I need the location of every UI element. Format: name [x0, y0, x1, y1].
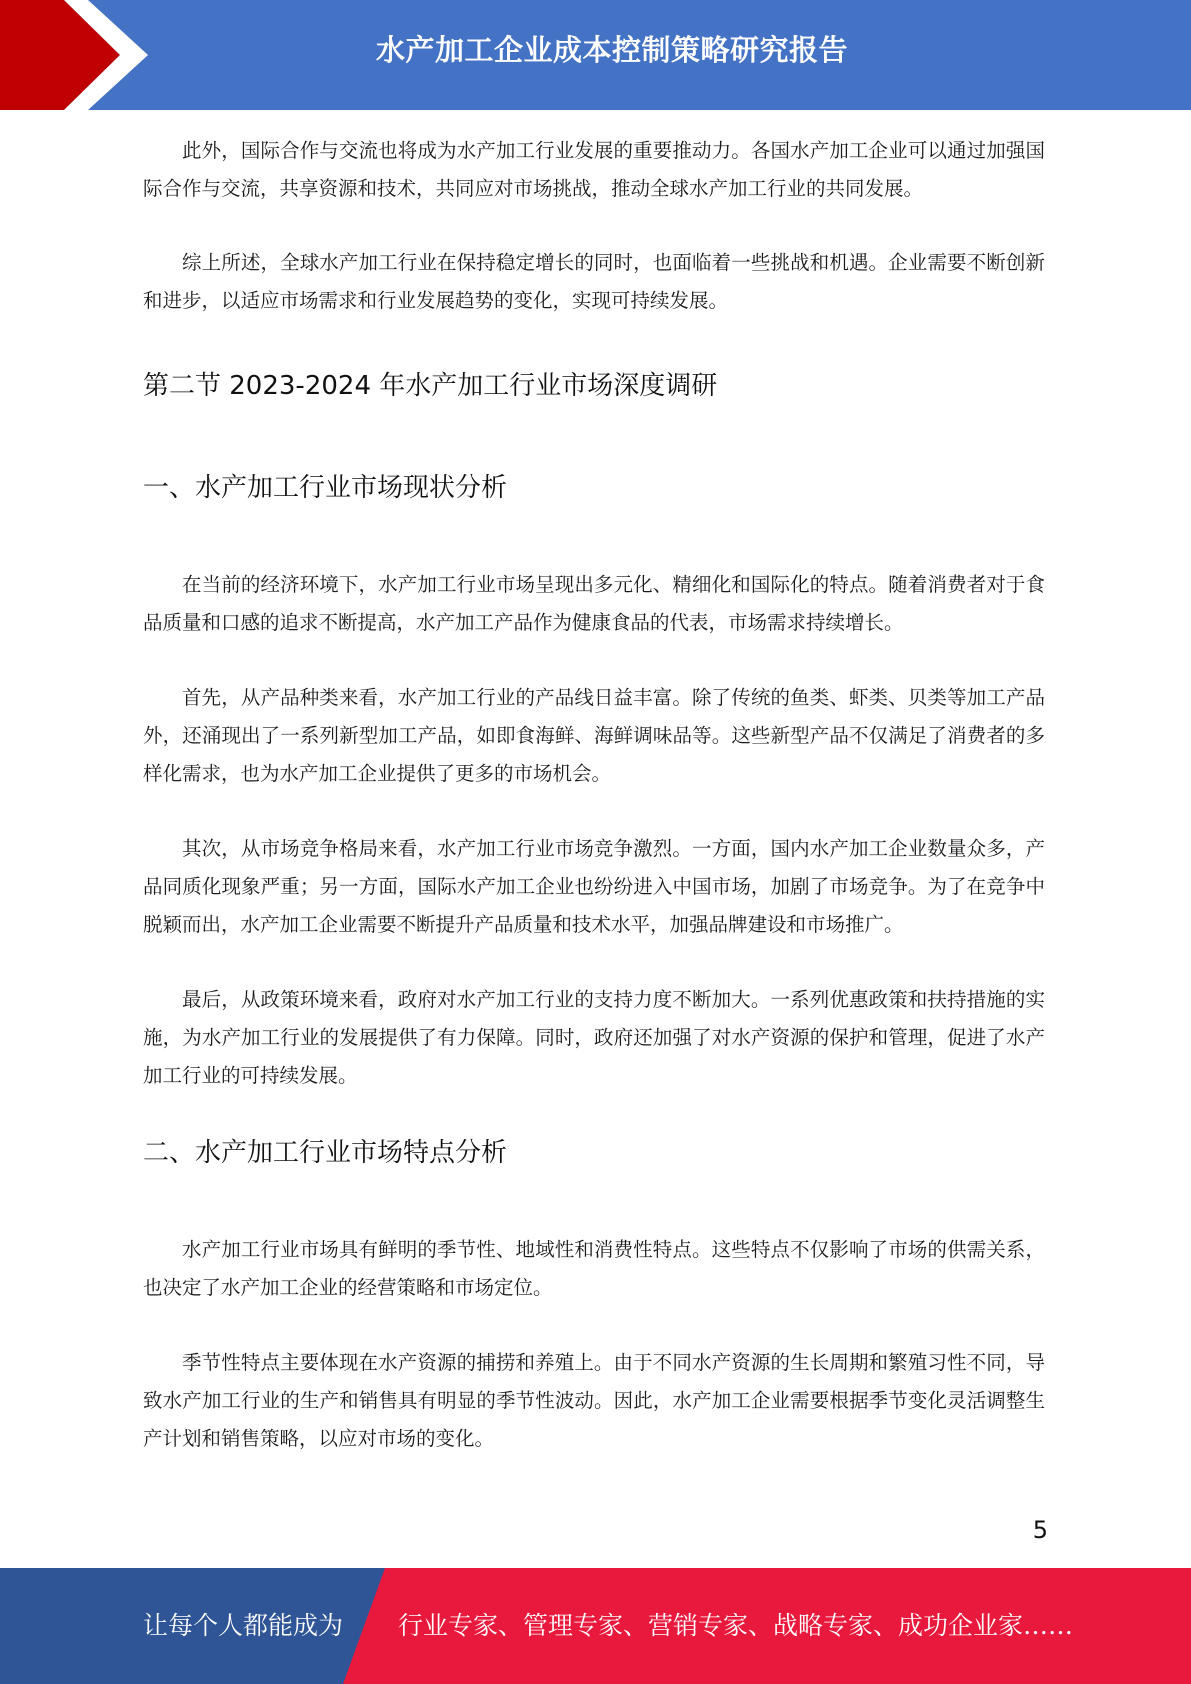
subsection-heading: 一、水产加工行业市场现状分析 [143, 473, 508, 503]
paragraph: 此外，国际合作与交流也将成为水产加工行业发展的重要推动力。各国水产加工企业可以通过加强国际合作与交流，共享资源和技术，共同应对市场挑战，推动全球水产加工行业的共同发展。 [143, 139, 1045, 200]
paragraph: 水产加工行业市场具有鲜明的季节性、地域性和消费性特点。这些特点不仅影响了市场的供需关系，也决定了水产加工企业的经营策略和市场定位。 [143, 1238, 1045, 1299]
page-number: 5 [1032, 1516, 1048, 1544]
page-footer [0, 1568, 1191, 1684]
paragraph: 首先，从产品种类来看，水产加工行业的产品线日益丰富。除了传统的鱼类、虾类、贝类等加工产品外，还涌现出了一系列新型加工产品，如即食海鲜、海鲜调味品等。这些新型产品不仅满足了消费者的多样化需求，也为水产加工企业提供了更多的市场机会。 [143, 686, 1045, 785]
header-title: 水产加工企业成本控制策略研究报告 [375, 33, 848, 67]
paragraph: 在当前的经济环境下，水产加工行业市场呈现出多元化、精细化和国际化的特点。随着消费者对于食品质量和口感的追求不断提高，水产加工产品作为健康食品的代表，市场需求持续增长。 [143, 573, 1045, 634]
footer-slogan-left: 让每个人都能成为 [143, 1611, 344, 1640]
subsection-heading: 二、水产加工行业市场特点分析 [143, 1138, 508, 1168]
footer-slogan-right: 行业专家、管理专家、营销专家、战略专家、成功企业家…… [398, 1611, 1074, 1640]
paragraph: 其次，从市场竞争格局来看，水产加工行业市场竞争激烈。一方面，国内水产加工企业数量众多，产品同质化现象严重；另一方面，国际水产加工企业也纷纷进入中国市场，加剧了市场竞争。为了在竞争中脱颖而出，水产加工企业需要不断提升产品质量和技术水平，加强品牌建设和市场推广。 [143, 837, 1045, 936]
paragraph: 最后，从政策环境来看，政府对水产加工行业的支持力度不断加大。一系列优惠政策和扶持措施的实施，为水产加工行业的发展提供了有力保障。同时，政府还加强了对水产资源的保护和管理，促进了水产加工行业的可持续发展。 [143, 988, 1045, 1087]
page-header [0, 0, 1191, 110]
paragraph: 综上所述，全球水产加工行业在保持稳定增长的同时，也面临着一些挑战和机遇。企业需要不断创新和进步，以适应市场需求和行业发展趋势的变化，实现可持续发展。 [143, 251, 1045, 312]
section-title: 第二节 2023-2024 年水产加工行业市场深度调研 [143, 371, 718, 401]
document-body [143, 132, 1045, 1458]
paragraph: 季节性特点主要体现在水产资源的捕捞和养殖上。由于不同水产资源的生长周期和繁殖习性不同，导致水产加工行业的生产和销售具有明显的季节性波动。因此，水产加工企业需要根据季节变化灵活调整生产计划和销售策略，以应对市场的变化。 [143, 1351, 1045, 1450]
